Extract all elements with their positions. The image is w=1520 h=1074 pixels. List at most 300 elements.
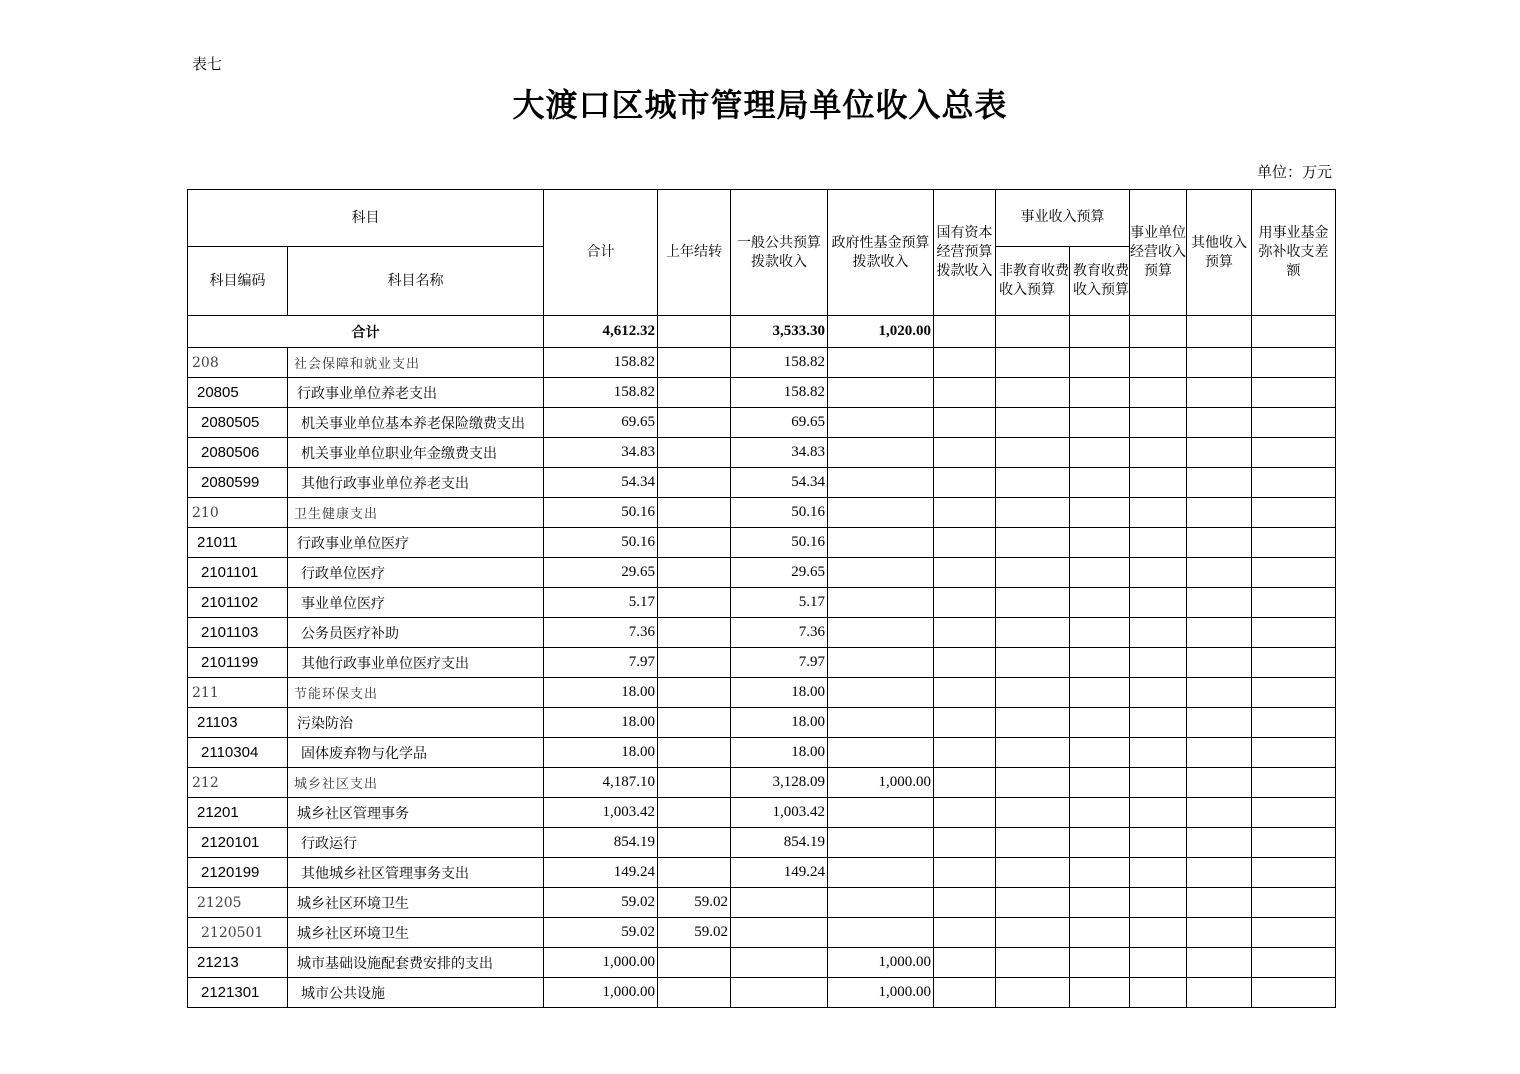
empty-cell [934,618,996,648]
empty-cell [996,588,1070,618]
empty-cell [1252,858,1336,888]
row-general-budget: 18.00 [731,678,828,708]
empty-cell [996,438,1070,468]
header-business-unit-ops: 事业单位经营收入预算 [1130,190,1187,316]
row-name: 机关事业单位基本养老保险缴费支出 [288,408,544,438]
empty-cell [1130,438,1187,468]
row-total: 158.82 [544,378,658,408]
table-row [188,408,1336,438]
empty-cell [996,348,1070,378]
row-general-budget: 50.16 [731,528,828,558]
row-code: 2120501 [188,918,288,948]
empty-cell [1187,468,1252,498]
empty-cell [1130,316,1187,348]
row-carryover [658,978,731,1008]
row-total: 59.02 [544,888,658,918]
page-title: 大渡口区城市管理局单位收入总表 [512,86,1008,124]
row-gov-fund [828,528,934,558]
row-code: 212 [188,768,288,798]
row-carryover [658,858,731,888]
row-gov-fund [828,708,934,738]
row-name: 行政事业单位医疗 [288,528,544,558]
row-gov-fund: 1,000.00 [828,978,934,1008]
row-gov-fund [828,438,934,468]
empty-cell [934,438,996,468]
table-row [188,348,1336,378]
row-name: 事业单位医疗 [288,588,544,618]
row-total: 1,000.00 [544,948,658,978]
row-carryover [658,408,731,438]
empty-cell [1130,498,1187,528]
header-fund-deficit: 用事业基金弥补收支差额 [1252,190,1336,316]
row-name: 公务员医疗补助 [288,618,544,648]
empty-cell [1252,798,1336,828]
row-gov-fund [828,618,934,648]
empty-cell [996,408,1070,438]
row-total: 1,000.00 [544,978,658,1008]
row-gov-fund [828,888,934,918]
empty-cell [1187,948,1252,978]
header-general-budget: 一般公共预算拨款收入 [731,190,828,316]
empty-cell [934,738,996,768]
row-code: 211 [188,678,288,708]
row-code: 208 [188,348,288,378]
income-summary-table [187,189,1336,1008]
row-total: 59.02 [544,918,658,948]
row-gov-fund [828,408,934,438]
empty-cell [1187,828,1252,858]
empty-cell [934,468,996,498]
empty-cell [996,798,1070,828]
row-gov-fund [828,798,934,828]
table-row [188,888,1336,918]
row-general-budget [731,948,828,978]
empty-cell [1070,438,1130,468]
empty-cell [1070,828,1130,858]
empty-cell [1252,828,1336,858]
empty-cell [1070,648,1130,678]
empty-cell [1252,708,1336,738]
row-carryover [658,648,731,678]
header-carryover: 上年结转 [658,190,731,316]
empty-cell [1070,408,1130,438]
row-carryover [658,438,731,468]
row-name: 行政单位医疗 [288,558,544,588]
empty-cell [1252,316,1336,348]
table-row [188,948,1336,978]
empty-cell [996,918,1070,948]
empty-cell [934,798,996,828]
row-general-budget: 7.36 [731,618,828,648]
table-row [188,438,1336,468]
empty-cell [1070,948,1130,978]
header-non-edu-fee: 非教育收费收入预算 [996,247,1070,316]
row-total: 1,003.42 [544,798,658,828]
header-other-income: 其他收入预算 [1187,190,1252,316]
row-code: 2110304 [188,738,288,768]
table-row [188,588,1336,618]
row-name: 行政事业单位养老支出 [288,378,544,408]
row-code: 2080506 [188,438,288,468]
row-code: 2101199 [188,648,288,678]
empty-cell [996,978,1070,1008]
table-row [188,978,1336,1008]
empty-cell [1252,618,1336,648]
total-carryover [658,316,731,348]
row-gov-fund [828,648,934,678]
table-row [188,858,1336,888]
row-total: 7.36 [544,618,658,648]
table-row [188,798,1336,828]
empty-cell [996,708,1070,738]
row-carryover [658,588,731,618]
row-gov-fund [828,858,934,888]
row-code: 2101102 [188,588,288,618]
empty-cell [1130,708,1187,738]
empty-cell [1130,738,1187,768]
row-name: 城市基础设施配套费安排的支出 [288,948,544,978]
empty-cell [1187,498,1252,528]
row-total: 18.00 [544,738,658,768]
row-gov-fund [828,918,934,948]
empty-cell [1252,738,1336,768]
empty-cell [934,348,996,378]
empty-cell [1130,408,1187,438]
table-number: 表七 [192,55,223,73]
empty-cell [934,316,996,348]
total-gov-fund: 1,020.00 [828,316,934,348]
table-row [188,648,1336,678]
empty-cell [1130,678,1187,708]
empty-cell [934,588,996,618]
row-total: 69.65 [544,408,658,438]
empty-cell [1070,588,1130,618]
row-total: 5.17 [544,588,658,618]
row-carryover [658,348,731,378]
empty-cell [1187,438,1252,468]
empty-cell [1252,408,1336,438]
row-name: 固体废弃物与化学品 [288,738,544,768]
empty-cell [1070,498,1130,528]
row-name: 其他行政事业单位养老支出 [288,468,544,498]
header-total: 合计 [544,190,658,316]
empty-cell [1130,618,1187,648]
total-label: 合计 [188,316,544,348]
row-gov-fund: 1,000.00 [828,948,934,978]
empty-cell [934,918,996,948]
empty-cell [934,648,996,678]
row-carryover: 59.02 [658,918,731,948]
row-total: 149.24 [544,858,658,888]
empty-cell [1130,888,1187,918]
row-total: 4,187.10 [544,768,658,798]
row-name: 城乡社区环境卫生 [288,888,544,918]
empty-cell [1187,618,1252,648]
row-code: 2080599 [188,468,288,498]
header-subject: 科目 [188,190,544,247]
empty-cell [1070,678,1130,708]
empty-cell [1187,316,1252,348]
empty-cell [996,648,1070,678]
empty-cell [996,888,1070,918]
empty-cell [934,768,996,798]
row-name: 污染防治 [288,708,544,738]
row-general-budget: 29.65 [731,558,828,588]
empty-cell [1130,378,1187,408]
row-carryover [658,618,731,648]
empty-cell [996,768,1070,798]
row-name: 社会保障和就业支出 [288,348,544,378]
row-name: 城乡社区环境卫生 [288,918,544,948]
row-gov-fund [828,678,934,708]
empty-cell [1070,708,1130,738]
row-carryover [658,738,731,768]
table-row [188,828,1336,858]
row-general-budget: 158.82 [731,348,828,378]
empty-cell [1187,678,1252,708]
header-business-income: 事业收入预算 [996,190,1130,247]
row-total: 158.82 [544,348,658,378]
empty-cell [1187,408,1252,438]
empty-cell [1070,316,1130,348]
row-gov-fund [828,588,934,618]
total-general-budget: 3,533.30 [731,316,828,348]
table-row [188,468,1336,498]
empty-cell [934,948,996,978]
row-code: 2120199 [188,858,288,888]
empty-cell [996,858,1070,888]
empty-cell [1187,858,1252,888]
row-carryover [658,468,731,498]
row-carryover [658,498,731,528]
table-row [188,708,1336,738]
empty-cell [996,948,1070,978]
row-total: 50.16 [544,498,658,528]
row-carryover [658,708,731,738]
row-carryover [658,528,731,558]
empty-cell [1187,738,1252,768]
empty-cell [934,408,996,438]
empty-cell [1070,378,1130,408]
empty-cell [1252,978,1336,1008]
empty-cell [1070,978,1130,1008]
unit-label: 单位：万元 [1256,163,1332,181]
empty-cell [934,858,996,888]
empty-cell [1070,618,1130,648]
row-gov-fund [828,378,934,408]
row-carryover [658,378,731,408]
empty-cell [1252,918,1336,948]
row-general-budget: 7.97 [731,648,828,678]
empty-cell [996,618,1070,648]
empty-cell [934,708,996,738]
row-total: 54.34 [544,468,658,498]
empty-cell [1130,588,1187,618]
empty-cell [996,678,1070,708]
empty-cell [1130,978,1187,1008]
empty-cell [996,558,1070,588]
table-row [188,498,1336,528]
empty-cell [1187,768,1252,798]
row-carryover [658,798,731,828]
empty-cell [1130,798,1187,828]
empty-cell [1187,378,1252,408]
empty-cell [1130,858,1187,888]
empty-cell [1187,528,1252,558]
empty-cell [1252,438,1336,468]
empty-cell [1130,828,1187,858]
empty-cell [1130,648,1187,678]
row-total: 29.65 [544,558,658,588]
empty-cell [1070,858,1130,888]
empty-cell [934,678,996,708]
empty-cell [1187,558,1252,588]
empty-cell [1252,468,1336,498]
row-code: 2121301 [188,978,288,1008]
row-total: 50.16 [544,528,658,558]
empty-cell [1252,768,1336,798]
row-gov-fund [828,558,934,588]
header-name: 科目名称 [288,247,544,316]
row-total: 7.97 [544,648,658,678]
row-gov-fund [828,468,934,498]
header-edu-fee: 教育收费收入预算 [1070,247,1130,316]
empty-cell [1252,888,1336,918]
empty-cell [996,738,1070,768]
row-name: 其他行政事业单位医疗支出 [288,648,544,678]
row-gov-fund [828,348,934,378]
row-name: 其他城乡社区管理事务支出 [288,858,544,888]
row-code: 2101103 [188,618,288,648]
row-total: 18.00 [544,678,658,708]
row-code: 21205 [188,888,288,918]
empty-cell [1130,468,1187,498]
empty-cell [934,978,996,1008]
table-row [188,738,1336,768]
table-row [188,918,1336,948]
empty-cell [1252,678,1336,708]
row-code: 21011 [188,528,288,558]
empty-cell [1070,558,1130,588]
empty-cell [1187,348,1252,378]
empty-cell [1187,918,1252,948]
empty-cell [1130,768,1187,798]
empty-cell [1070,528,1130,558]
empty-cell [1252,558,1336,588]
row-general-budget [731,978,828,1008]
row-general-budget: 854.19 [731,828,828,858]
row-name: 城乡社区支出 [288,768,544,798]
empty-cell [934,498,996,528]
table-row [188,528,1336,558]
empty-cell [1187,978,1252,1008]
empty-cell [1187,798,1252,828]
empty-cell [1252,378,1336,408]
empty-cell [1252,948,1336,978]
empty-cell [996,378,1070,408]
row-code: 20805 [188,378,288,408]
row-carryover [658,948,731,978]
row-general-budget: 5.17 [731,588,828,618]
row-code: 210 [188,498,288,528]
total-row [188,316,1336,348]
header-code: 科目编码 [188,247,288,316]
empty-cell [1130,558,1187,588]
empty-cell [996,316,1070,348]
row-total: 18.00 [544,708,658,738]
row-general-budget: 149.24 [731,858,828,888]
row-general-budget: 69.65 [731,408,828,438]
table-row [188,618,1336,648]
empty-cell [1252,528,1336,558]
empty-cell [1252,348,1336,378]
empty-cell [1070,468,1130,498]
empty-cell [1070,918,1130,948]
row-code: 21213 [188,948,288,978]
row-general-budget: 18.00 [731,738,828,768]
row-code: 2080505 [188,408,288,438]
row-gov-fund: 1,000.00 [828,768,934,798]
total-amount: 4,612.32 [544,316,658,348]
row-general-budget: 54.34 [731,468,828,498]
row-code: 21201 [188,798,288,828]
empty-cell [1070,768,1130,798]
row-code: 2101101 [188,558,288,588]
row-general-budget [731,888,828,918]
empty-cell [934,378,996,408]
row-carryover [658,828,731,858]
empty-cell [1187,588,1252,618]
header-gov-fund: 政府性基金预算拨款收入 [828,190,934,316]
row-gov-fund [828,828,934,858]
row-general-budget: 158.82 [731,378,828,408]
empty-cell [996,528,1070,558]
row-name: 城市公共设施 [288,978,544,1008]
empty-cell [934,558,996,588]
row-general-budget: 18.00 [731,708,828,738]
row-total: 34.83 [544,438,658,468]
empty-cell [1130,348,1187,378]
empty-cell [996,828,1070,858]
row-carryover [658,768,731,798]
row-code: 21103 [188,708,288,738]
row-general-budget: 34.83 [731,438,828,468]
row-general-budget [731,918,828,948]
row-gov-fund [828,738,934,768]
table-row [188,768,1336,798]
empty-cell [1252,588,1336,618]
row-name: 卫生健康支出 [288,498,544,528]
row-name: 机关事业单位职业年金缴费支出 [288,438,544,468]
empty-cell [1187,648,1252,678]
empty-cell [1130,948,1187,978]
row-general-budget: 1,003.42 [731,798,828,828]
empty-cell [1187,708,1252,738]
row-gov-fund [828,498,934,528]
empty-cell [996,468,1070,498]
empty-cell [1070,798,1130,828]
row-general-budget: 3,128.09 [731,768,828,798]
empty-cell [1070,738,1130,768]
empty-cell [934,528,996,558]
empty-cell [1070,888,1130,918]
header-state-capital: 国有资本经营预算拨款收入 [934,190,996,316]
table-row [188,678,1336,708]
empty-cell [996,498,1070,528]
empty-cell [1252,498,1336,528]
empty-cell [934,888,996,918]
table-row [188,378,1336,408]
